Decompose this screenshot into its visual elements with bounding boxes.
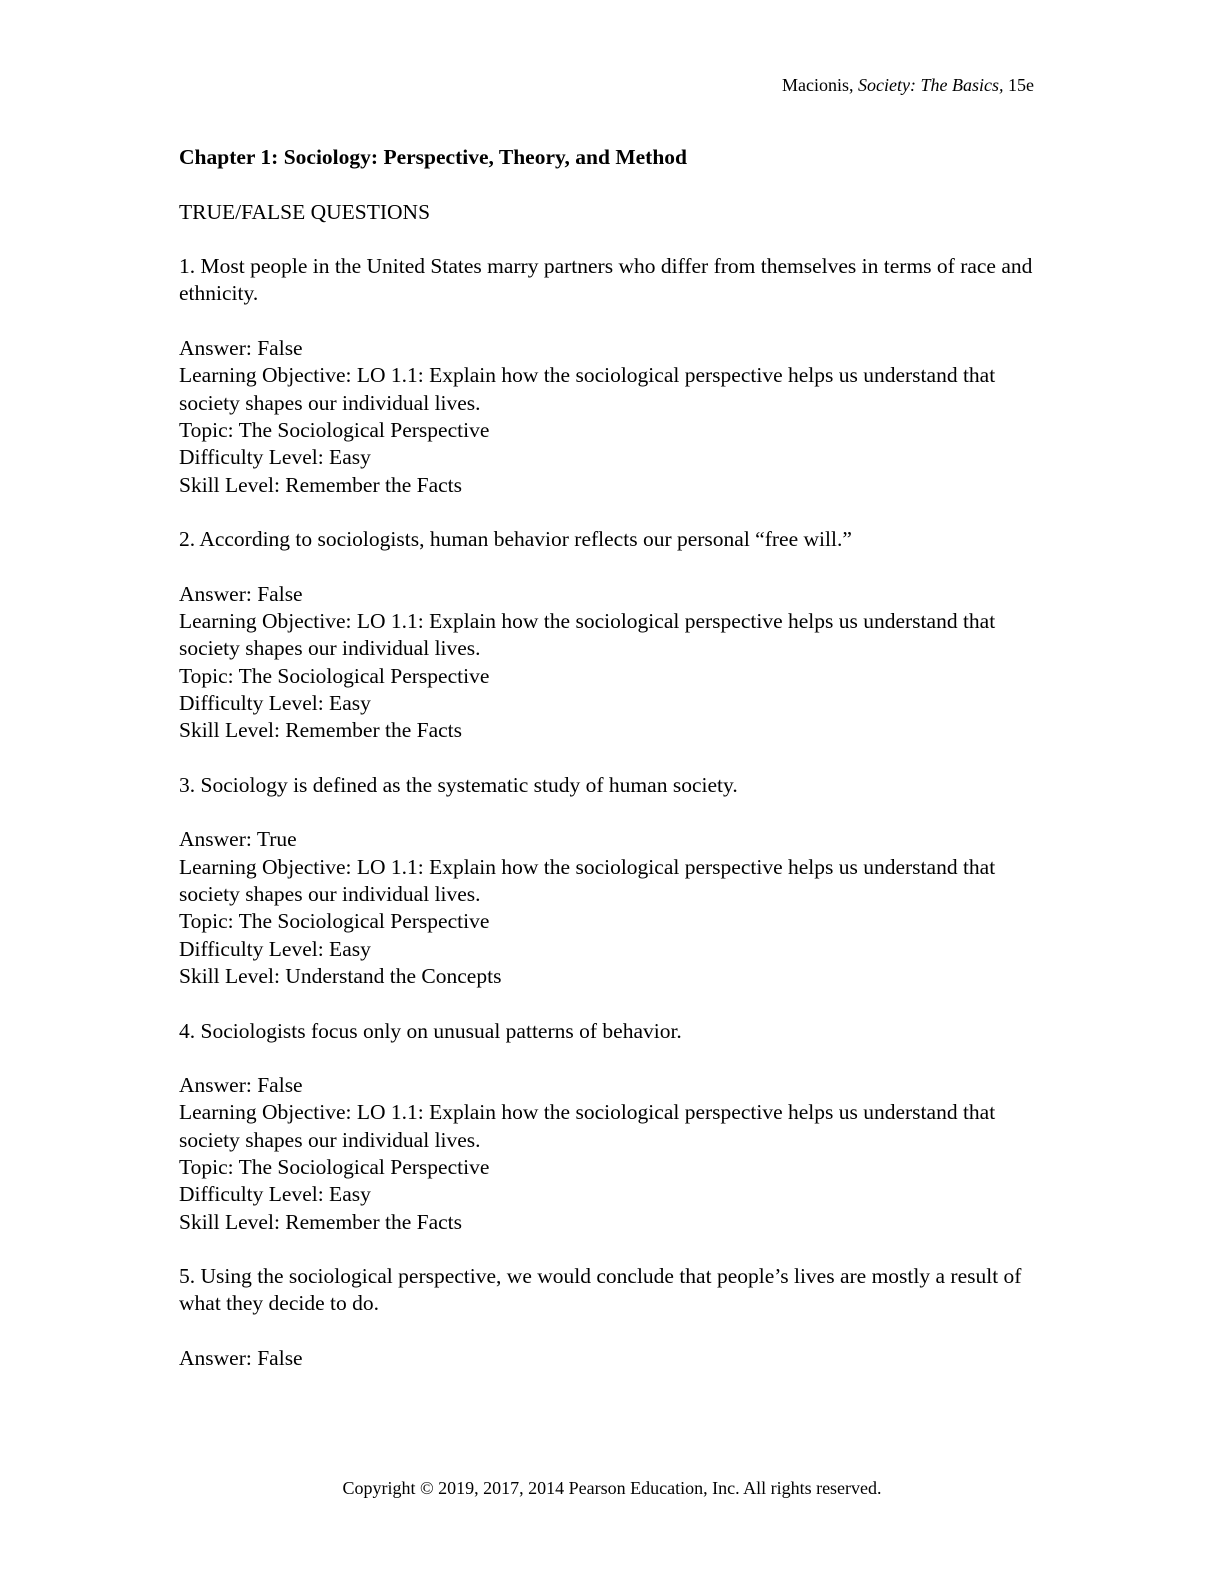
question-answer: Answer: False — [179, 1073, 303, 1098]
question-topic: Topic: The Sociological Perspective — [179, 417, 490, 442]
question-skill-level: Skill Level: Remember the Facts — [179, 472, 463, 497]
question-stem: 1. Most people in the United States marry partners who differ from themselves in terms of race and ethnicity. — [179, 254, 1033, 306]
question-4 — [179, 1018, 1049, 1236]
question-learning-objective: Learning Objective: LO 1.1: Explain how the sociological perspective helps us understand that society shapes our individual lives. — [179, 363, 996, 415]
question-learning-objective: Learning Objective: LO 1.1: Explain how the sociological perspective helps us understand that society shapes our individual lives. — [179, 854, 996, 907]
question-learning-objective: Learning Objective: LO 1.1: Explain how the sociological perspective helps us understand that society shapes our individual lives. — [179, 609, 996, 661]
question-skill-level: Skill Level: Remember the Facts — [179, 718, 463, 743]
header-edition: 15e — [1008, 75, 1034, 95]
question-learning-objective: Learning Objective: LO 1.1: Explain how the sociological perspective helps us understand that society shapes our individual lives. — [179, 1100, 996, 1152]
question-skill-level: Skill Level: Remember the Facts — [179, 1209, 463, 1234]
question-topic: Topic: The Sociological Perspective — [179, 663, 490, 688]
question-skill-level: Skill Level: Understand the Concepts — [179, 963, 502, 988]
question-3 — [179, 772, 1049, 990]
question-5 — [179, 1263, 1049, 1372]
question-2 — [179, 526, 1049, 744]
question-stem: 5. Using the sociological perspective, we would conclude that people’s lives are mostly a result of what they decide to do. — [179, 1264, 1022, 1316]
question-topic: Topic: The Sociological Perspective — [179, 1154, 490, 1179]
question-difficulty: Difficulty Level: Easy — [179, 1182, 371, 1207]
section-title: TRUE/FALSE QUESTIONS — [179, 199, 431, 224]
header-author: Macionis, — [782, 75, 854, 95]
question-answer: Answer: True — [179, 827, 297, 852]
question-1 — [179, 253, 1049, 499]
chapter-title: Chapter 1: Sociology: Perspective, Theory, and Method — [179, 145, 688, 169]
question-stem: 3. Sociology is defined as the systematic study of human society. — [179, 772, 738, 797]
copyright-footer: Copyright © 2019, 2017, 2014 Pearson Education, Inc. All rights reserved. — [342, 1478, 882, 1498]
question-answer: Answer: False — [179, 1346, 303, 1371]
question-difficulty: Difficulty Level: Easy — [179, 445, 371, 470]
question-stem: 4. Sociologists focus only on unusual patterns of behavior. — [179, 1018, 682, 1043]
question-answer: Answer: False — [179, 336, 303, 361]
header-book-title: Society: The Basics, — [858, 75, 1004, 95]
question-answer: Answer: False — [179, 581, 303, 606]
question-difficulty: Difficulty Level: Easy — [179, 936, 371, 961]
running-header — [782, 74, 1034, 96]
question-stem: 2. According to sociologists, human behavior reflects our personal “free will.” — [179, 527, 852, 552]
question-difficulty: Difficulty Level: Easy — [179, 690, 371, 715]
document-body — [179, 144, 1049, 1400]
question-topic: Topic: The Sociological Perspective — [179, 909, 490, 934]
